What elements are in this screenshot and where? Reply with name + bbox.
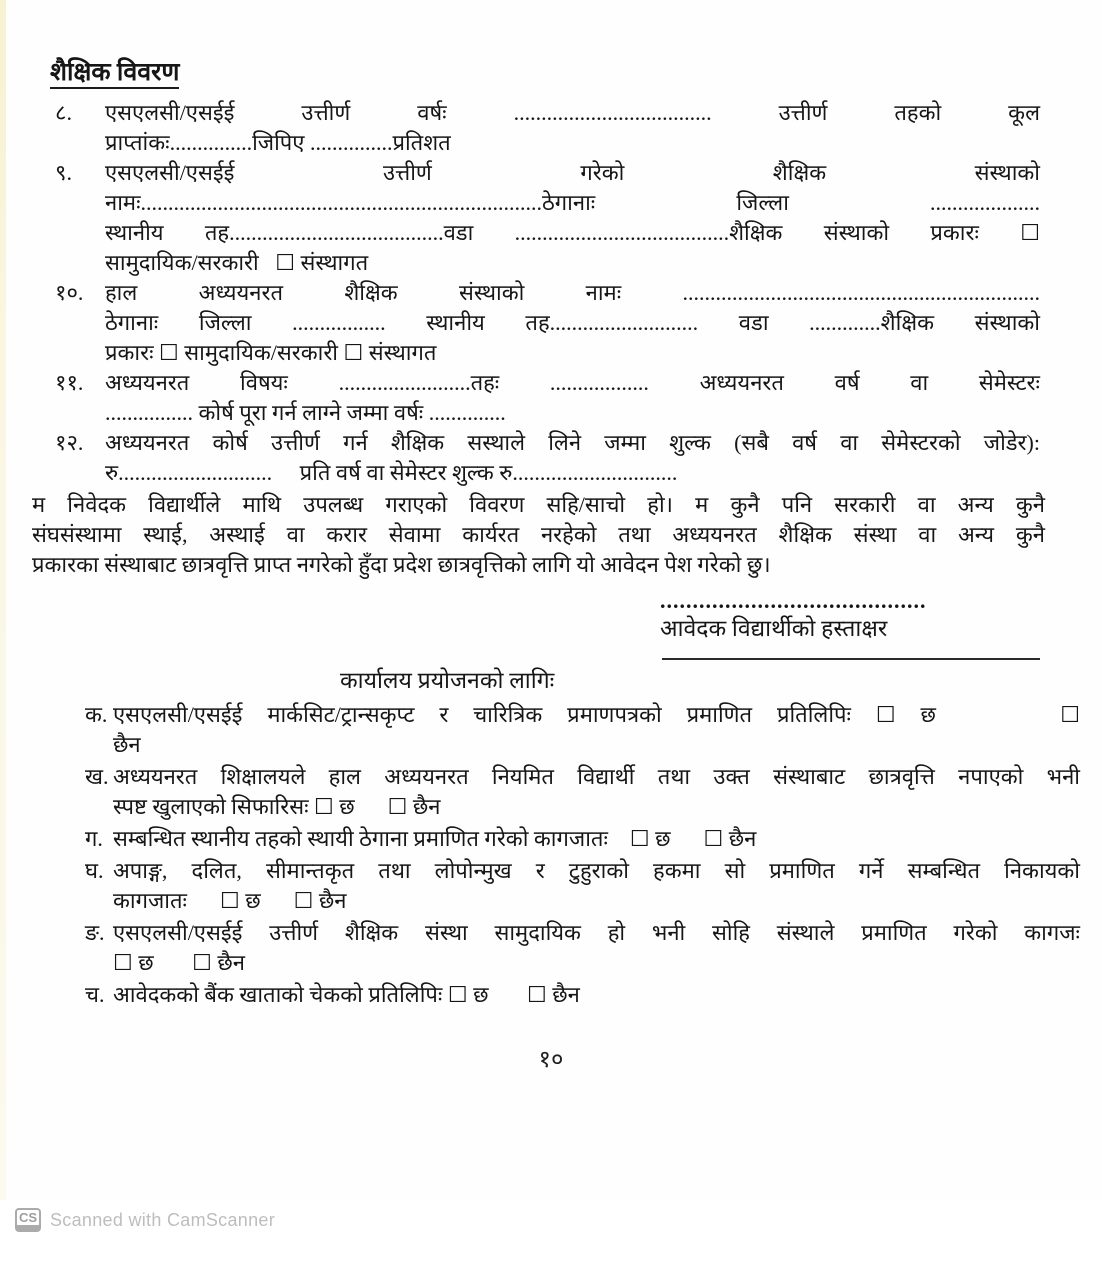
form-line: अपाङ्ग, दलित, सीमान्तकृत तथा लोपोन्मुख र टुहुराको हकमा सो प्रमाणित गर्ने सम्बन्धित निकायको	[113, 858, 1080, 883]
signature-dotted-line: .........................................	[660, 588, 927, 613]
declaration-line: प्रकारका संस्थाबाट छात्रवृत्ति प्राप्त नगरेको हुँदा प्रदेश छात्रवृत्तिको लागि यो आवेदन पेश गरेको छु।	[32, 552, 771, 577]
edu-item-current-institution	[55, 278, 1040, 368]
item-letter: ङ.	[85, 920, 105, 945]
item-letter: च.	[85, 982, 105, 1007]
form-line: स्पष्ट खुलाएको सिफारिसः ☐ छ ☐ छैन	[113, 794, 441, 819]
scan-edge-artifact	[0, 0, 6, 1240]
form-line: एसएलसी/एसईई उत्तीर्ण वर्षः .................................... उत्तीर्ण तहको कूल	[105, 100, 1040, 125]
page-number: १०	[538, 1045, 564, 1073]
item-number: ८.	[55, 100, 72, 125]
declaration-line: संघसंस्थामा स्थाई, अस्थाई वा करार सेवामा कार्यरत नरहेको तथा अध्ययनरत शैक्षिक संस्था वा अन्य कुनै	[32, 522, 1045, 547]
form-line: ☐ छ ☐ छैन	[113, 950, 245, 975]
item-number: १०.	[55, 280, 84, 305]
item-number: ११.	[55, 370, 84, 395]
form-line: ठेगानाः जिल्ला ................. स्थानीय तह........................... वडा .............शैक्षिक संस्थाको	[105, 310, 1040, 335]
office-item-cha-bank-cheque	[85, 980, 1080, 1010]
camscanner-watermark-text: Scanned with CamScanner	[50, 1209, 276, 1230]
form-line: अध्ययनरत विषयः ........................तहः .................. अध्ययनरत वर्ष वा सेमेस्टरः	[105, 370, 1040, 395]
signature-label: आवेदक विद्यार्थीको हस्ताक्षर	[660, 616, 888, 641]
form-line: रु............................ प्रति वर्ष वा सेमेस्टर शुल्क रु..............................	[105, 460, 678, 485]
item-letter: घ.	[85, 858, 104, 883]
form-line: प्रकारः ☐ सामुदायिक/सरकारी ☐ संस्थागत	[105, 340, 437, 365]
form-line: प्राप्तांकः...............जिपिए ...............प्रतिशत	[105, 130, 451, 155]
edu-item-slc-pass-year	[55, 98, 1040, 158]
form-line: नामः.........................................................................ठेगानाः जिल्ला ....................	[105, 190, 1040, 215]
office-item-ga-address-doc	[85, 824, 1080, 854]
form-line: एसएलसी/एसईई मार्कसिट/ट्रान्सकृप्ट र चारित्रिक प्रमाणपत्रको प्रमाणित प्रतिलिपिः ☐ छ ☐	[113, 702, 1080, 727]
office-item-kha-recommendation	[85, 762, 1080, 822]
form-line: हाल अध्ययनरत शैक्षिक संस्थाको नामः .................................................................	[105, 280, 1040, 305]
office-item-nga-community-doc	[85, 918, 1080, 978]
item-number: ९.	[55, 160, 72, 185]
section-divider	[662, 658, 1040, 660]
form-line: एसएलसी/एसईई उत्तीर्ण शैक्षिक संस्था सामुदायिक हो भनी सोहि संस्थाले प्रमाणित गरेको कागजः	[113, 920, 1080, 945]
edu-item-current-subject	[55, 368, 1040, 428]
form-line: स्थानीय तह.......................................वडा .......................................शैक्षिक संस्थाको प्रकारः ☐	[105, 220, 1040, 245]
camscanner-icon: CS	[15, 1208, 41, 1232]
form-line: आवेदकको बैंक खाताको चेकको प्रतिलिपिः ☐ छ ☐ छैन	[113, 982, 580, 1007]
form-line: अध्ययनरत शिक्षालयले हाल अध्ययनरत नियमित विद्यार्थी तथा उक्त संस्थाबाट छात्रवृत्ति नपाएको भनी	[113, 764, 1080, 789]
declaration-line: म निवेदक विद्यार्थीले माथि उपलब्ध गराएको विवरण सहि/साचो हो। म कुनै पनि सरकारी वा अन्य कुनै	[32, 492, 1045, 517]
office-item-gha-category-doc	[85, 856, 1080, 916]
office-section-heading: कार्यालय प्रयोजनको लागिः	[340, 668, 555, 693]
item-letter: ख.	[85, 764, 109, 789]
item-letter: ग.	[85, 826, 103, 851]
edu-item-course-fee	[55, 428, 1040, 488]
office-item-ka-marksheet	[85, 700, 1080, 760]
edu-item-slc-institution	[55, 158, 1040, 278]
item-letter: क.	[85, 702, 108, 727]
form-line: कागजातः ☐ छ ☐ छैन	[113, 888, 347, 913]
form-line: अध्ययनरत कोर्ष उत्तीर्ण गर्न शैक्षिक सस्थाले लिने जम्मा शुल्क (सबै वर्ष वा सेमेस्टरको जोडेर):	[105, 430, 1040, 455]
form-line: सामुदायिक/सरकारी ☐ संस्थागत	[105, 250, 369, 275]
item-number: १२.	[55, 430, 84, 455]
form-line: ................ कोर्ष पूरा गर्न लाग्ने जम्मा वर्षः ..............	[105, 400, 506, 425]
form-line: एसएलसी/एसईई उत्तीर्ण गरेको शैक्षिक संस्थाको	[105, 160, 1040, 185]
camscanner-footer	[0, 1200, 1102, 1240]
signature-block	[660, 588, 1040, 644]
form-line: छैन	[113, 732, 141, 757]
form-line: सम्बन्धित स्थानीय तहको स्थायी ठेगाना प्रमाणित गरेको कागजातः ☐ छ ☐ छैन	[113, 826, 757, 851]
declaration-paragraph	[32, 490, 1045, 580]
edu-section-title: शैक्षिक विवरण	[50, 54, 1102, 88]
